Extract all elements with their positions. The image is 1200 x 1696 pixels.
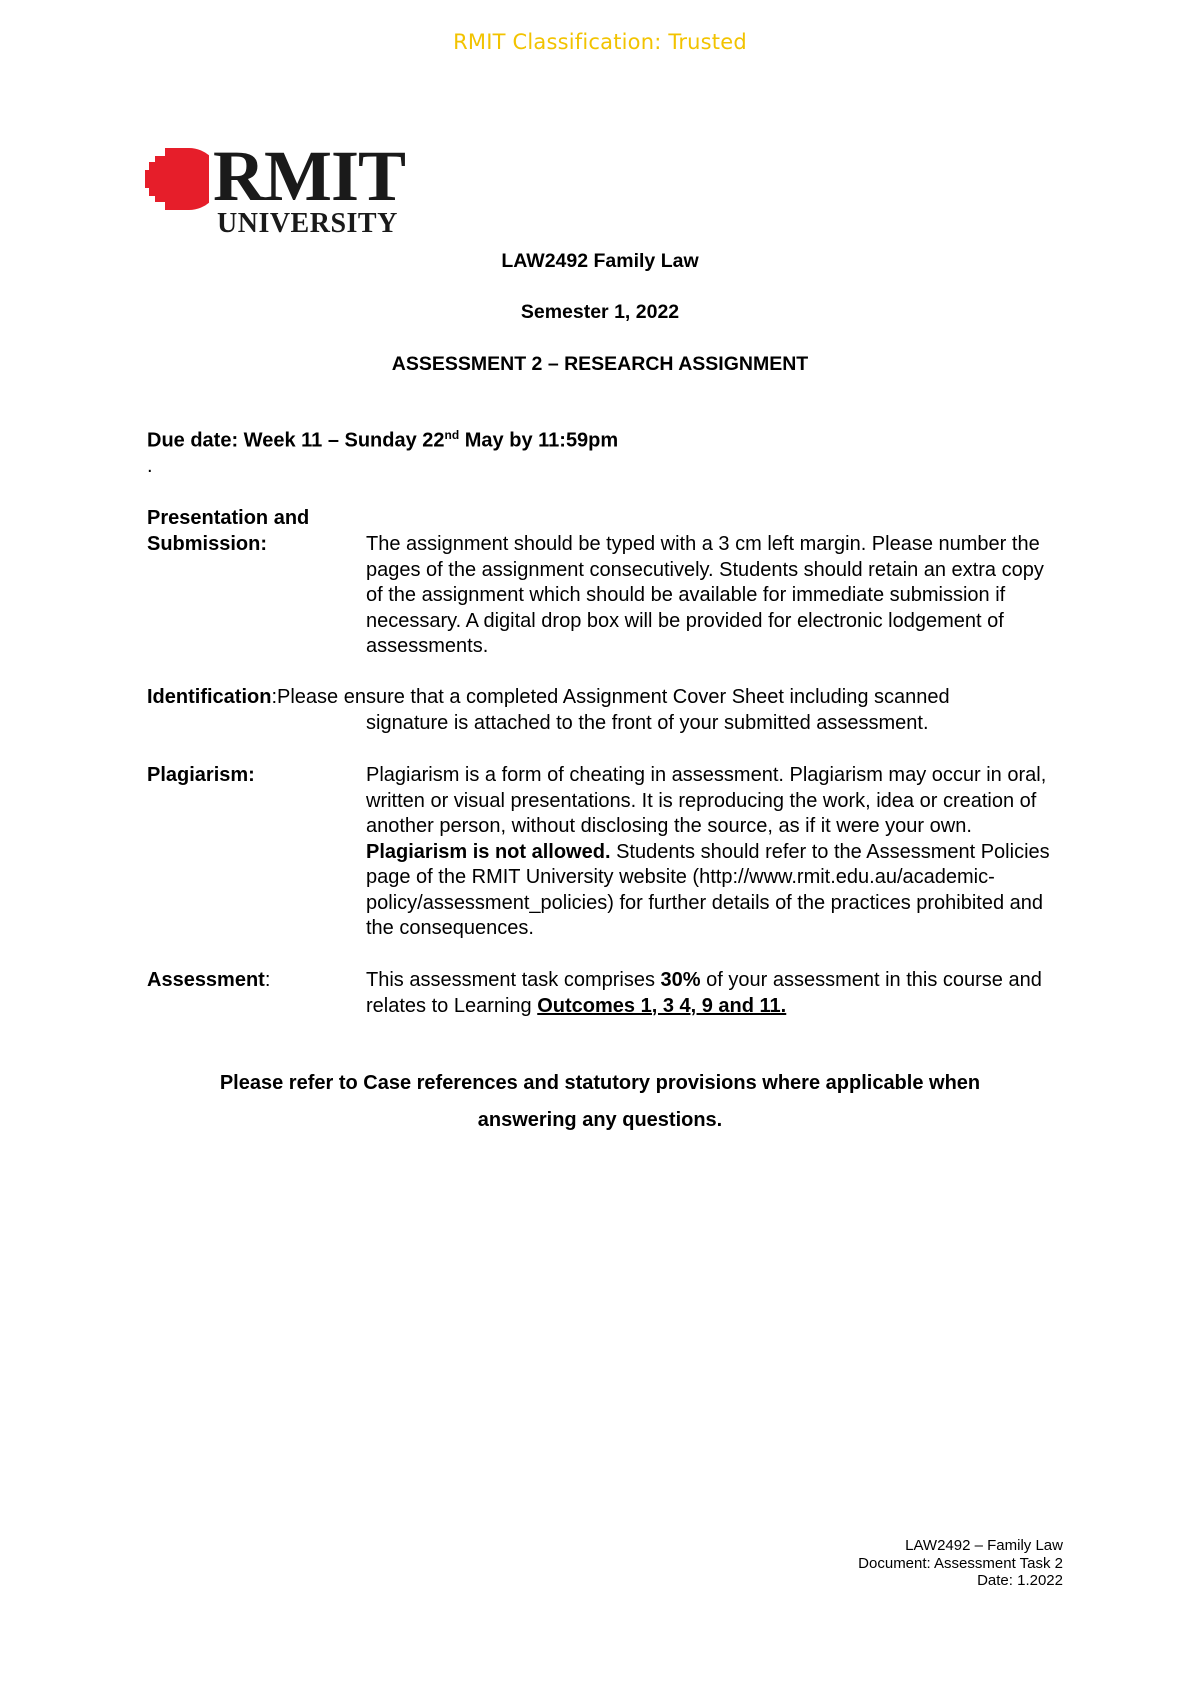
identification-colon: : (271, 686, 278, 708)
footer-course: LAW2492 – Family Law (905, 1537, 1063, 1554)
plagiarism-text (366, 763, 1066, 942)
closing-line1: Please refer to Case references and statutory provisions where applicable when (219, 1072, 981, 1094)
presentation-label-line1: Presentation and (147, 507, 310, 529)
assessment-outcomes: Outcomes 1, 3 4, 9 and 11. (537, 994, 787, 1017)
identification-label: Identification (147, 686, 272, 708)
presentation-label-line2: Submission: (147, 533, 268, 555)
due-date-suffix: May by 11:59pm (459, 429, 619, 452)
assessment-text-part1: This assessment task comprises (366, 969, 661, 991)
identification-line1 (147, 685, 950, 711)
logo-wordmark: RMIT (213, 136, 405, 216)
footer-document: Document: Assessment Task 2 (858, 1554, 1063, 1572)
assessment-label-wrap (147, 967, 270, 993)
logo-subtitle: UNIVERSITY (217, 208, 398, 239)
due-date-superscript: nd (444, 428, 460, 442)
assessment-text-part2: of your assessment in this course and relates to Learning (366, 969, 1042, 1017)
footer-date: Date: 1.2022 (977, 1572, 1063, 1589)
plagiarism-label: Plagiarism: (147, 764, 255, 786)
trailing-dot: . (147, 455, 153, 477)
semester-title: Semester 1, 2022 (520, 301, 680, 323)
assessment-title: ASSESSMENT 2 – RESEARCH ASSIGNMENT (391, 353, 809, 375)
plagiarism-bold: Plagiarism is not allowed. (366, 840, 611, 863)
identification-text-line1: Please ensure that a completed Assignment Cover Sheet including scanned (277, 686, 950, 708)
assessment-text (366, 968, 1066, 1019)
classification-banner: RMIT Classification: Trusted (453, 30, 747, 54)
plagiarism-text-part2: Students should refer to the Assessment Policies page of the RMIT University website (http://www.rmit.edu.au/academic-policy/assessment_policies) for further details of the practices prohibited and the consequences. (366, 840, 1050, 939)
assessment-label: Assessment (147, 969, 265, 991)
assessment-colon: : (264, 969, 271, 991)
plagiarism-text-part1: Plagiarism is a form of cheating in assessment. Plagiarism may occur in oral, written or visual presentations. It is reproducing the work, idea or creation of another person, without disclosing the source, as if it were your own. (366, 764, 1047, 837)
due-date-prefix: Due date: Week 11 – Sunday 22 (147, 429, 445, 452)
due-date (147, 428, 618, 453)
closing-line2: answering any questions. (477, 1109, 723, 1131)
identification-text-line2: signature is attached to the front of your submitted assessment. (366, 712, 929, 734)
document-footer (858, 1537, 1063, 1590)
rmit-pixel-mark-icon (145, 148, 209, 210)
assessment-percent: 30% (660, 969, 701, 991)
rmit-logo (145, 136, 415, 242)
course-title: LAW2492 Family Law (501, 250, 699, 272)
presentation-text: The assignment should be typed with a 3 cm left margin. Please number the pages of the assignment consecutively. Students should retain an extra copy of the assignment which should be available for immediate submission if necessary. A digital drop box will be provided for electronic lodgement of assessments. (366, 533, 1044, 657)
